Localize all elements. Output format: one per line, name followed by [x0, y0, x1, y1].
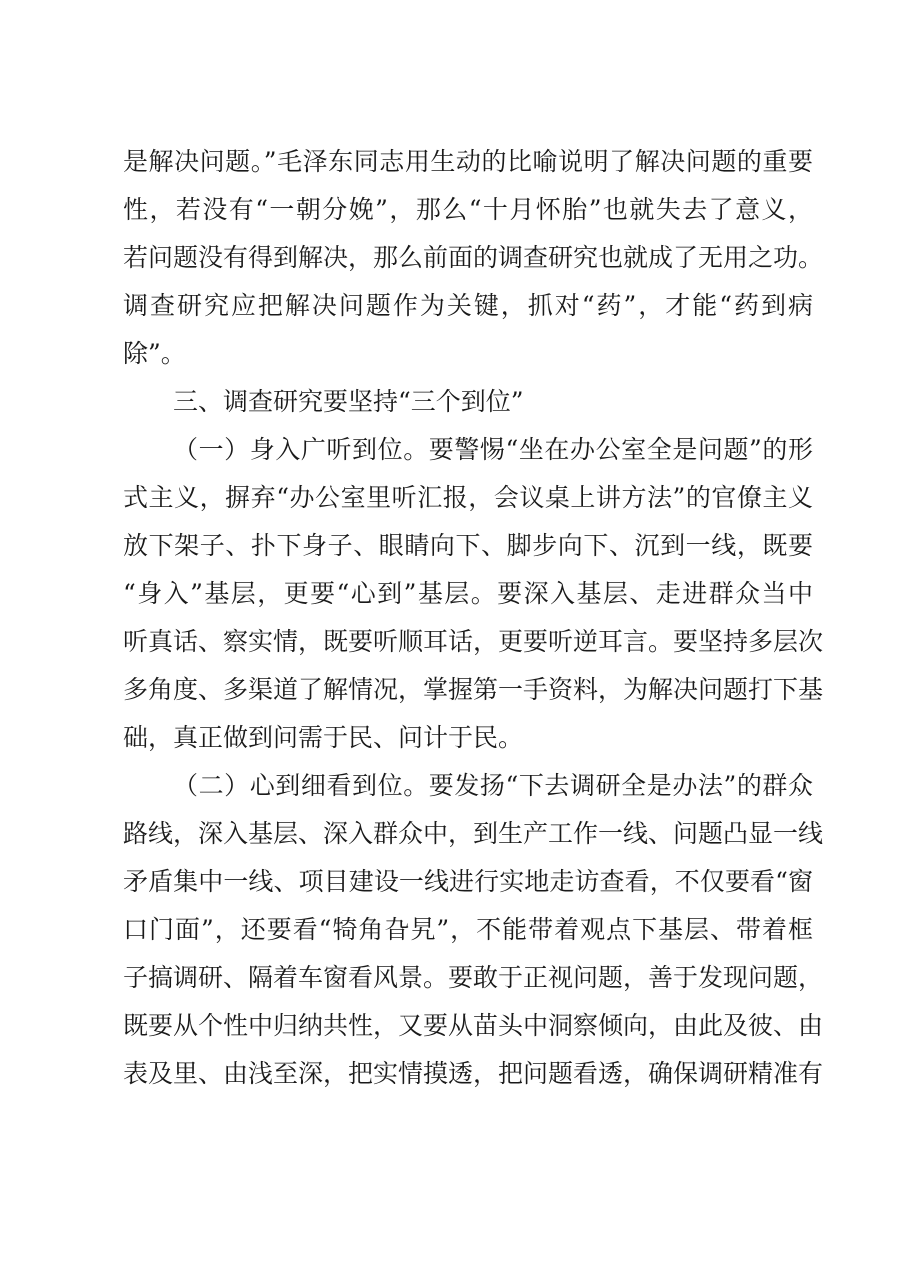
section-heading: 三、调查研究要坚持“三个到位” [173, 387, 524, 416]
text-line: “身入”基层，更要“心到”基层。要深入基层、走进群众当中 [123, 579, 813, 608]
text-line: 是解决问题。”毛泽东同志用生动的比喻说明了解决问题的重要 [123, 147, 813, 176]
text-line: 放下架子、扑下身子、眼睛向下、脚步向下、沉到一线，既要 [123, 531, 813, 560]
text-line: 表及里、由浅至深，把实情摸透，把问题看透，确保调研精准有 [123, 1059, 824, 1088]
text-line: 矛盾集中一线、项目建设一线进行实地走访查看，不仅要看“窗 [123, 867, 813, 896]
text-line: 调查研究应把解决问题作为关键，抓对“药”，才能“药到病 [123, 291, 813, 320]
text-line: （一）身入广听到位。要警惕“坐在办公室全是问题”的形 [173, 435, 813, 464]
text-line: 除”。 [123, 339, 186, 368]
text-line: 口门面”，还要看“犄角旮旯”，不能带着观点下基层、带着框 [123, 915, 813, 944]
text-line: 础，真正做到问需于民、问计于民。 [123, 723, 524, 752]
text-line: 既要从个性中归纳共性，又要从苗头中洞察倾向，由此及彼、由 [123, 1011, 824, 1040]
text-line: 子搞调研、隔着车窗看风景。要敢于正视问题，善于发现问题， [123, 963, 824, 992]
text-line: （二）心到细看到位。要发扬“下去调研全是办法”的群众 [173, 771, 813, 800]
text-line: 听真话、察实情，既要听顺耳话，更要听逆耳言。要坚持多层次 [123, 627, 824, 656]
text-line: 性，若没有“一朝分娩”，那么“十月怀胎”也就失去了意义， [123, 195, 813, 224]
text-line: 多角度、多渠道了解情况，掌握第一手资料，为解决问题打下基 [123, 675, 824, 704]
text-line: 若问题没有得到解决，那么前面的调查研究也就成了无用之功。 [123, 243, 824, 272]
text-line: 式主义，摒弃“办公室里听汇报，会议桌上讲方法”的官僚主义 [123, 483, 813, 512]
text-line: 路线，深入基层、深入群众中，到生产工作一线、问题凸显一线 [123, 819, 824, 848]
document-body [123, 138, 824, 1098]
